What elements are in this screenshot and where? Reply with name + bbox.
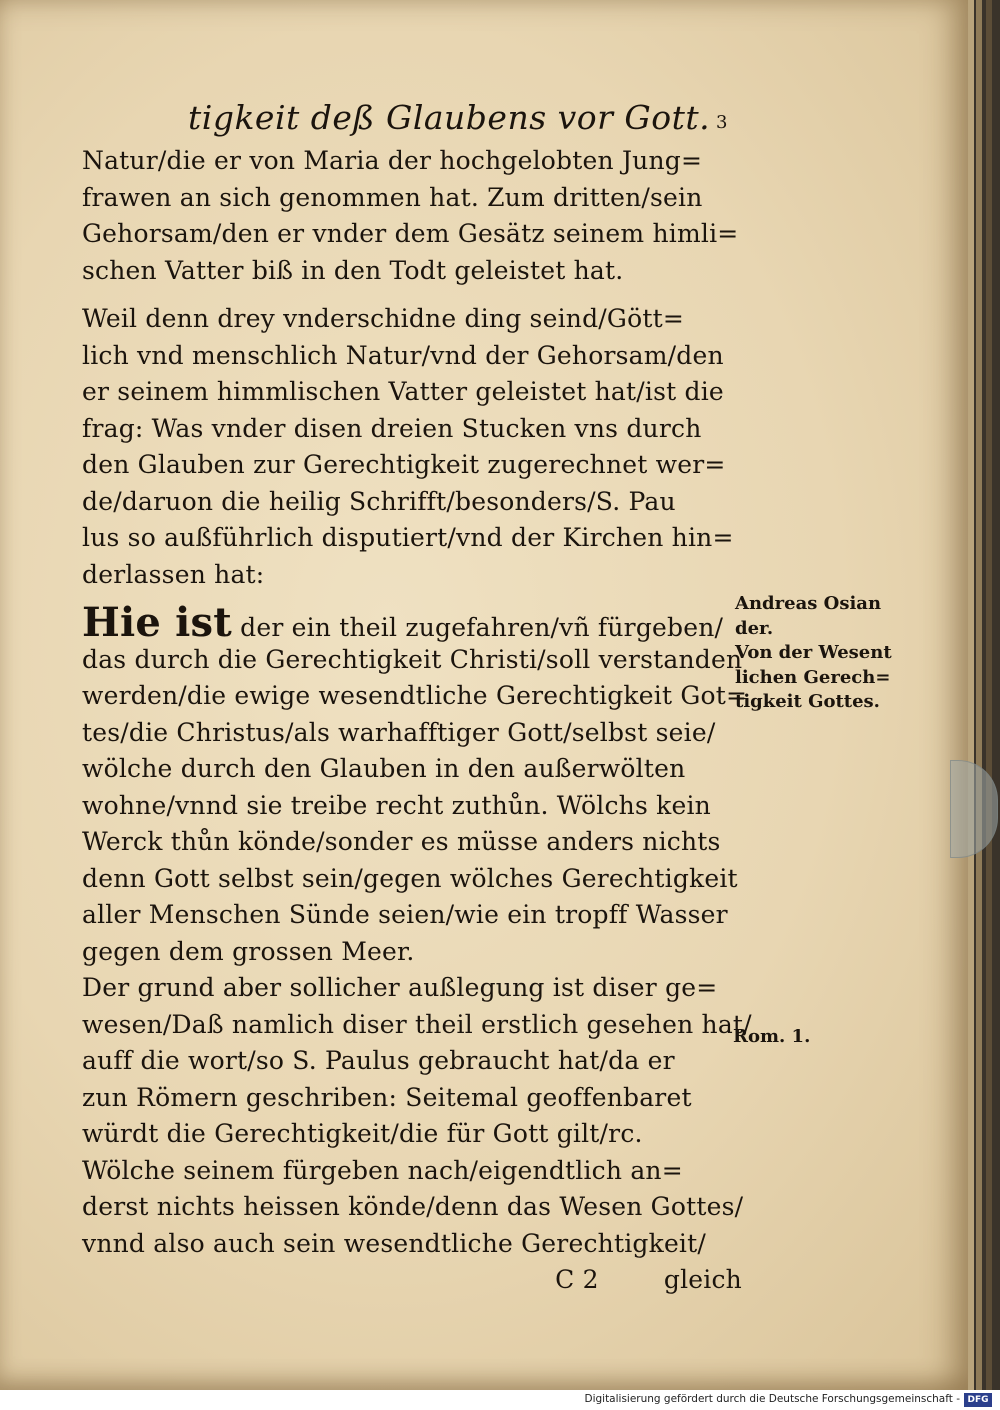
- margin-note: tigkeit Gottes.: [735, 691, 880, 712]
- large-initial-words: Hie ist: [82, 599, 232, 646]
- text-line: Gehorsam/den er vnder dem Gesätz seinem himli=: [82, 219, 739, 248]
- page-edge: [976, 0, 982, 1390]
- paragraph-gap: [82, 289, 742, 301]
- text-line: [82, 599, 742, 646]
- text-line: Weil denn drey vnderschidne ding seind/Gött=: [82, 304, 684, 333]
- dfg-logo: DFG: [964, 1393, 992, 1407]
- text-line: denn Gott selbst sein/gegen wölches Gerechtigkeit: [82, 863, 738, 893]
- text-line: derlassen hat:: [82, 559, 265, 589]
- text-line: Der grund aber sollicher außlegung ist diser ge=: [82, 973, 718, 1002]
- footer-bar: [0, 1390, 1000, 1410]
- text-line: vnnd also auch sein wesendtliche Gerechtigkeit/: [82, 1228, 706, 1258]
- running-header: tigkeit deß Glaubens vor Gott.: [188, 98, 711, 137]
- text-line: aller Menschen Sünde seien/wie ein tropff Wasser: [82, 900, 728, 929]
- text-line: den Glauben zur Gerechtigkeit zugerechnet wer=: [82, 450, 726, 479]
- text-line: derst nichts heissen könde/denn das Wesen Gottes/: [82, 1192, 744, 1221]
- text-line: wesen/Daß namlich diser theil erstlich gesehen hat/: [82, 1009, 752, 1039]
- margin-note: lichen Gerech=: [735, 666, 891, 688]
- text-line: zun Römern geschriben: Seitemal geoffenbaret: [82, 1082, 692, 1112]
- text-line: de/daruon die heilig Schrifft/besonders/S. Pau: [82, 486, 676, 516]
- text-line: Natur/die er von Maria der hochgelobten Jung=: [82, 146, 703, 175]
- margin-note-rom: Rom. 1.: [733, 1026, 811, 1047]
- text-line: werden/die ewige wesendtliche Gerechtigkeit Got=: [82, 681, 748, 710]
- body-text: [82, 143, 752, 1299]
- margin-note: der.: [735, 617, 774, 639]
- text-line: auff die wort/so S. Paulus gebraucht hat/da er: [82, 1046, 675, 1075]
- text-line: das durch die Gerechtigkeit Christi/soll verstanden: [82, 644, 743, 674]
- text-line: er seinem himmlischen Vatter geleistet hat/ist die: [82, 377, 724, 406]
- text-line: frag: Was vnder disen dreien Stucken vns durch: [82, 413, 702, 443]
- funding-credit: Digitalisierung gefördert durch die Deutsche Forschungsgemeinschaft -: [584, 1393, 960, 1405]
- page-edge: [968, 0, 974, 1390]
- text-line: lich vnd menschlich Natur/vnd der Gehorsam/den: [82, 340, 724, 370]
- page-edge: [986, 0, 992, 1390]
- text-line: Werck thůn könde/sonder es müsse anders nichts: [82, 827, 721, 856]
- text-line: wölche durch den Glauben in den außerwölten: [82, 754, 686, 783]
- text-line: tes/die Christus/als warhafftiger Gott/selbst seie/: [82, 717, 716, 747]
- text-line: würdt die Gerechtigkeit/die für Gott gilt/rc.: [82, 1119, 643, 1148]
- catchword-line: C 2 gleich: [555, 1265, 742, 1294]
- page-number: 3: [716, 112, 728, 133]
- text-line: schen Vatter biß in den Todt geleistet hat.: [82, 255, 624, 285]
- text-line-rest: der ein theil zugefahren/vñ fürgeben/: [240, 613, 724, 642]
- text-line: wohne/vnnd sie treibe recht zuthůn. Wölchs kein: [82, 790, 711, 820]
- text-line: frawen an sich genommen hat. Zum dritten/sein: [82, 182, 703, 212]
- text-line: gegen dem grossen Meer.: [82, 936, 415, 966]
- margin-note: Andreas Osian: [735, 593, 882, 614]
- text-line: lus so außführlich disputiert/vnd der Kirchen hin=: [82, 523, 734, 552]
- text-line: Wölche seinem fürgeben nach/eigendtlich an=: [82, 1155, 683, 1185]
- margin-note: Von der Wesent: [735, 642, 892, 663]
- margin-notes: [735, 592, 965, 715]
